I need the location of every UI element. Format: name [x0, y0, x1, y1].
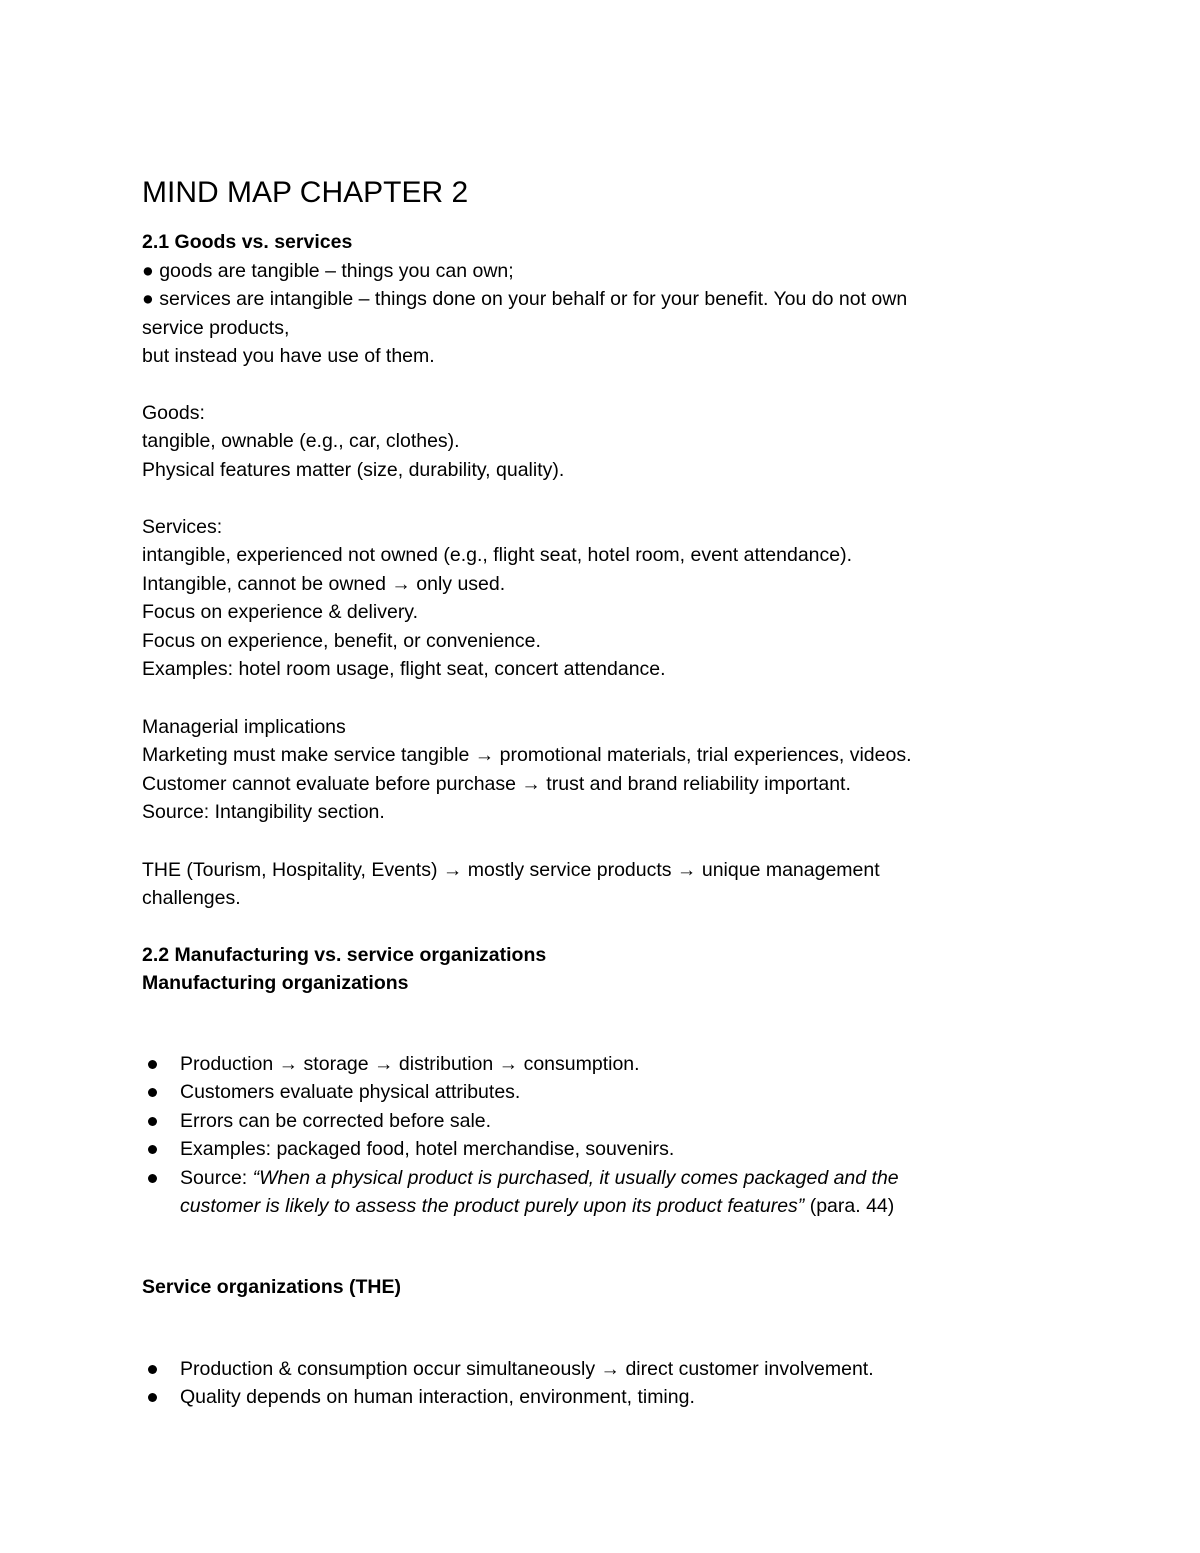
paragraph-line: Physical features matter (size, durability, quality). — [142, 459, 565, 481]
list-item: Production → storage → distribution → consumption. — [180, 1050, 640, 1078]
bullet-icon — [148, 1174, 157, 1183]
paragraph-line: tangible, ownable (e.g., car, clothes). — [142, 430, 460, 452]
services-label: Services: — [142, 516, 223, 538]
bullet-icon — [148, 1060, 157, 1069]
source-quote: “When a physical product is purchased, it usually comes packaged and the — [252, 1167, 899, 1189]
paragraph-line: service products, — [142, 317, 290, 339]
list-item: Errors can be corrected before sale. — [180, 1107, 491, 1135]
list-item: Examples: packaged food, hotel merchandise, souvenirs. — [180, 1135, 674, 1163]
paragraph-line: Source: Intangibility section. — [142, 801, 385, 823]
list-item-source-continued: customer is likely to assess the product purely upon its product features” (para. 44) — [180, 1195, 895, 1217]
paragraph-line: Intangible, cannot be owned → only used. — [142, 573, 506, 595]
list-item: Customers evaluate physical attributes. — [180, 1078, 520, 1106]
manufacturing-subheading: Manufacturing organizations — [142, 972, 409, 994]
paragraph-line: challenges. — [142, 887, 241, 909]
paragraph-line: ● goods are tangible – things you can own; — [142, 260, 514, 282]
paragraph-line: intangible, experienced not owned (e.g., flight seat, hotel room, event attendance). — [142, 544, 853, 566]
service-organizations-heading: Service organizations (THE) — [142, 1276, 401, 1298]
bullet-icon — [148, 1393, 157, 1402]
paragraph-line: Focus on experience & delivery. — [142, 601, 419, 623]
list-item-source: Source: “When a physical product is purchased, it usually comes packaged and the — [180, 1164, 899, 1192]
document-title: MIND MAP CHAPTER 2 — [142, 176, 469, 209]
bullet-icon — [148, 1145, 157, 1154]
managerial-implications-label: Managerial implications — [142, 716, 346, 738]
paragraph-line: THE (Tourism, Hospitality, Events) → mostly service products → unique management — [142, 859, 880, 881]
goods-label: Goods: — [142, 402, 205, 424]
list-item: Production & consumption occur simultaneously → direct customer involvement. — [180, 1355, 874, 1383]
paragraph-line: Marketing must make service tangible → promotional materials, trial experiences, videos. — [142, 744, 912, 766]
bullet-icon — [148, 1365, 157, 1374]
paragraph-line: but instead you have use of them. — [142, 345, 435, 367]
bullet-icon — [148, 1088, 157, 1097]
paragraph-line: Examples: hotel room usage, flight seat, concert attendance. — [142, 658, 666, 680]
list-item: Quality depends on human interaction, environment, timing. — [180, 1383, 695, 1411]
paragraph-line: ● services are intangible – things done on your behalf or for your benefit. You do not own — [142, 288, 908, 310]
bullet-icon — [148, 1117, 157, 1126]
section-heading-2-2: 2.2 Manufacturing vs. service organizations — [142, 944, 547, 966]
paragraph-line: Focus on experience, benefit, or convenience. — [142, 630, 541, 652]
source-quote: customer is likely to assess the product purely upon its product features” — [180, 1195, 805, 1217]
paragraph-line: Customer cannot evaluate before purchase → trust and brand reliability important. — [142, 773, 851, 795]
section-heading-2-1: 2.1 Goods vs. services — [142, 231, 353, 253]
